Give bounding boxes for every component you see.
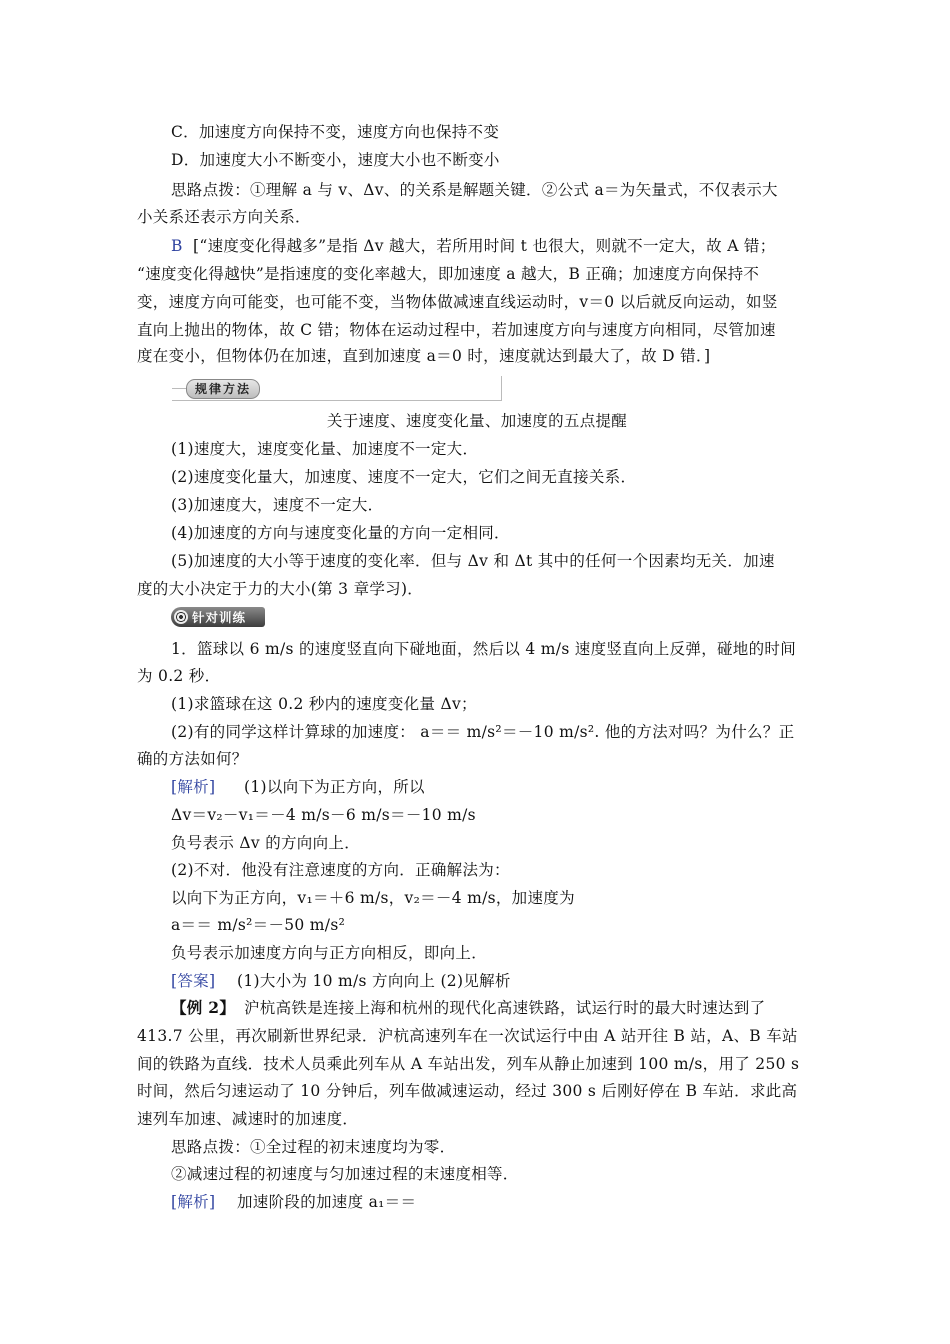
- problem-1-line-1: 1．篮球以 6 m/s 的速度竖直向下碰地面，然后以 4 m/s 速度竖直向上反弹，碰地的时间: [171, 640, 796, 658]
- example-2-line-4: 时间，然后匀速运动了 10 分钟后，列车做减速运动，经过 300 s 后刚好停在 B 车站．求此高: [137, 1082, 798, 1100]
- target-icon: [174, 610, 188, 624]
- explanation-line-4: 直向上抛出的物体，故 C 错；物体在运动过程中，若加速度方向与速度方向相同，尽管加速: [137, 321, 776, 339]
- example-2-line-3: 间的铁路为直线．技术人员乘此列车从 A 车站出发，列车从静止加速到 100 m/s，用了 250 s: [137, 1055, 800, 1073]
- hint-line-2: 小关系还表示方向关系．: [137, 208, 311, 226]
- tip-2: (2)速度变化量大，加速度、速度不一定大，它们之间无直接关系．: [171, 468, 637, 486]
- tip-5-line-2: 度的大小决定于力的大小(第 3 章学习)．: [137, 580, 424, 598]
- example-2-line-5: 速列车加速、减速时的加速度．: [137, 1110, 359, 1128]
- tip-1: (1)速度大，速度变化量、加速度不一定大．: [171, 440, 479, 458]
- problem-1-line-2: 为 0.2 秒．: [137, 667, 221, 685]
- example-2-hint-2: ②减速过程的初速度与匀加速过程的末速度相等．: [171, 1165, 519, 1183]
- analysis-tag-2: [解析]: [171, 1193, 216, 1211]
- example-2-hint-1: 思路点拨：①全过程的初末速度均为零．: [171, 1138, 456, 1156]
- analysis-2-line-1: 加速阶段的加速度 a₁＝＝: [237, 1193, 417, 1211]
- analysis-line-2: Δv＝v₂－v₁＝－4 m/s－6 m/s＝－10 m/s: [171, 806, 476, 824]
- option-d: D．加速度大小不断变小，速度大小也不断变小: [171, 151, 500, 169]
- option-c: C．加速度方向保持不变，速度方向也保持不变: [171, 123, 500, 141]
- tip-4: (4)加速度的方向与速度变化量的方向一定相同．: [171, 524, 510, 542]
- answer-text: (1)大小为 10 m/s 方向向上 (2)见解析: [237, 972, 511, 990]
- tip-5-line-1: (5)加速度的大小等于速度的变化率．但与 Δv 和 Δt 其中的任何一个因素均无关．加速: [171, 552, 775, 570]
- problem-1-part-1: (1)求篮球在这 0.2 秒内的速度变化量 Δv；: [171, 695, 477, 713]
- method-banner: [172, 376, 502, 401]
- analysis-line-6: a＝＝ m/s²＝－50 m/s²: [171, 916, 346, 934]
- training-badge: [171, 607, 265, 627]
- example-2-line-2: 413.7 公里，再次刷新世界纪录．沪杭高速列车在一次试运行中由 A 站开往 B 站，A、B 车站: [137, 1027, 798, 1045]
- problem-1-part-2-line-2: 确的方法如何？: [137, 750, 248, 768]
- explanation-line-2: “速度变化得越快”是指速度的变化率越大，即加速度 a 越大，B 正确；加速度方向保持不: [137, 265, 760, 283]
- method-tag: 规律方法: [186, 379, 260, 399]
- analysis-line-3: 负号表示 Δv 的方向向上．: [171, 834, 361, 852]
- explanation-line-5: 度在变小，但物体仍在加速，直到加速度 a＝0 时，速度就达到最大了，故 D 错．]: [137, 347, 711, 365]
- analysis-line-7: 负号表示加速度方向与正方向相反，即向上．: [171, 944, 488, 962]
- explanation-line-1: [“速度变化得越多”是指 Δv 越大，若所用时间 t 也很大，则就不一定大，故 A 错；: [193, 237, 776, 255]
- analysis-line-4: (2)不对．他没有注意速度的方向．正确解法为：: [171, 861, 510, 879]
- section-heading: 关于速度、速度变化量、加速度的五点提醒: [326, 412, 628, 430]
- training-label: 针对训练: [192, 610, 247, 625]
- hint-line-1: 思路点拨：①理解 a 与 v、Δv、的关系是解题关键．②公式 a＝为矢量式，不仅表示大: [171, 181, 778, 199]
- analysis-line-1: (1)以向下为正方向，所以: [244, 778, 425, 796]
- answer-letter: B: [171, 237, 183, 255]
- problem-1-part-2-line-1: (2)有的同学这样计算球的加速度： a＝＝ m/s²＝－10 m/s². 他的方法对吗？为什么？正: [171, 723, 795, 741]
- example-2-line-1: 沪杭高铁是连接上海和杭州的现代化高速铁路，试运行时的最大时速达到了: [244, 999, 766, 1017]
- tip-3: (3)加速度大，速度不一定大．: [171, 496, 384, 514]
- analysis-tag: [解析]: [171, 778, 216, 796]
- answer-tag: [答案]: [171, 972, 216, 990]
- explanation-line-3: 变，速度方向可能变，也可能不变，当物体做减速直线运动时，v＝0 以后就反向运动，如竖: [137, 293, 778, 311]
- analysis-line-5: 以向下为正方向，v₁＝＋6 m/s，v₂＝－4 m/s，加速度为: [171, 889, 575, 907]
- example-2-tag: 【例 2】: [171, 998, 236, 1017]
